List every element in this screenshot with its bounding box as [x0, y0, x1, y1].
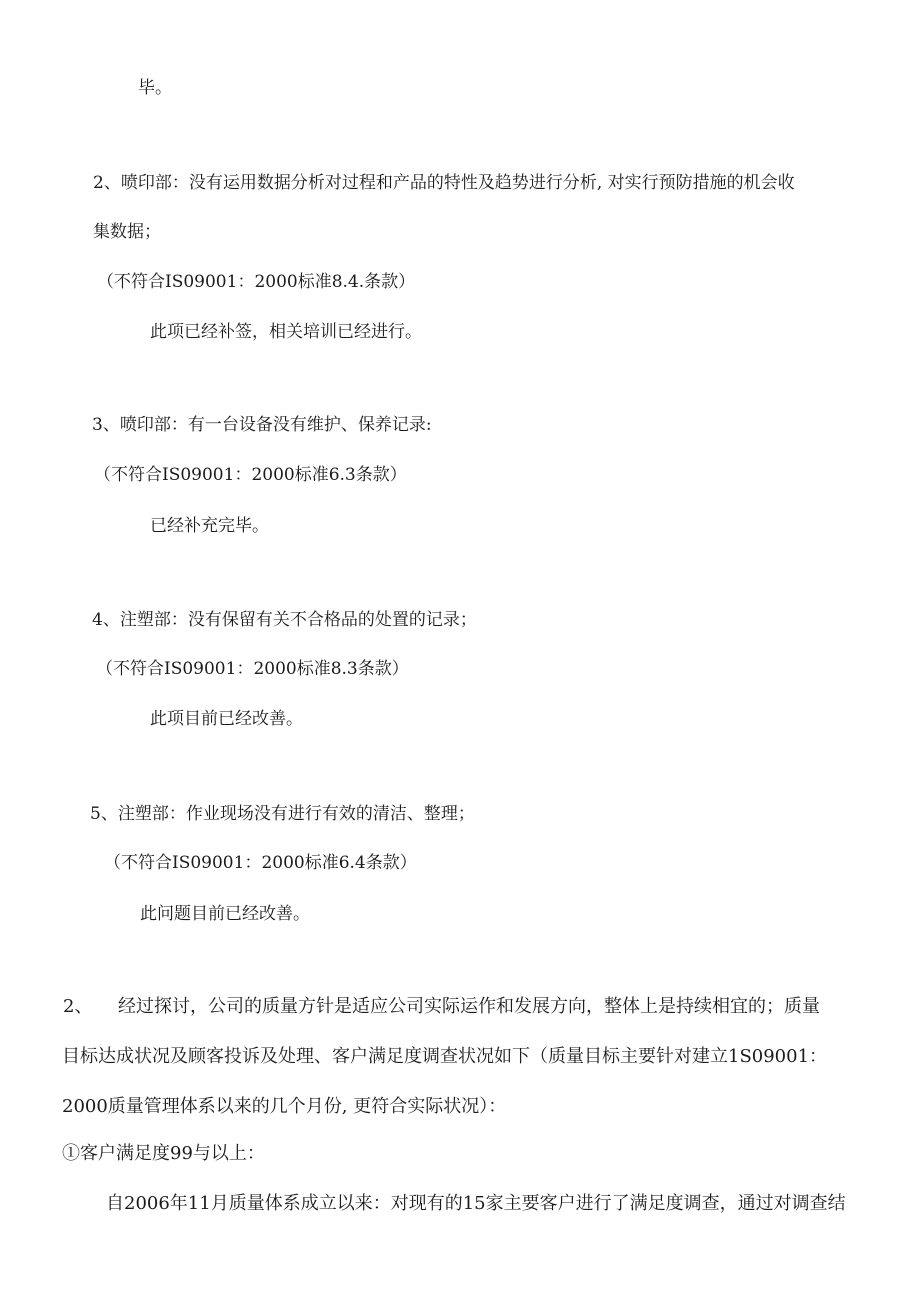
item-5-heading: 5、注塑部：作业现场没有进行有效的清洁、整理；: [90, 804, 475, 824]
section-2-line-2: 目标达成状况及顾客投诉及处理、客户满足度调查状况如下（质量目标主要针对建立1S09001：: [62, 1046, 828, 1067]
section-2-line-1: 经过探讨，公司的质量方针是适应公司实际运作和发展方向，整体上是持续相宜的；质量: [118, 996, 820, 1017]
item-2-clause: （不符合IS09001：2000标准8.4.条款）: [97, 272, 416, 292]
section-2-number: 2、: [63, 996, 93, 1017]
item-2-note: 此项已经补签，相关培训已经进行。: [150, 322, 422, 342]
section-2-line-3: 2000质量管理体系以来的几个月份, 更符合实际状况）：: [62, 1096, 507, 1117]
item-5-note: 此问题目前已经改善。: [140, 904, 310, 924]
section-2-paragraph: 自2006年11月质量体系成立以来：对现有的15家主要客户进行了满足度调查，通过对调查结: [106, 1193, 846, 1214]
item-5-clause: （不符合IS09001：2000标准6.4条款）: [104, 853, 417, 873]
item-3-heading: 3、喷印部：有一台设备没有维护、保养记录:: [92, 415, 432, 435]
continuation-text: 毕。: [138, 78, 172, 98]
item-4-note: 此项目前已经改善。: [150, 709, 303, 729]
section-2-item-1: ①客户满足度99与以上：: [62, 1143, 265, 1164]
item-2-continuation: 集数据；: [93, 222, 161, 242]
item-3-clause: （不符合IS09001：2000标准6.3条款）: [94, 465, 407, 485]
item-2-heading: 2、喷印部：没有运用数据分析对过程和产品的特性及趋势进行分析, 对实行预防措施的机会收: [93, 173, 795, 193]
item-4-heading: 4、注塑部：没有保留有关不合格品的处置的记录；: [92, 610, 477, 630]
item-4-clause: （不符合IS09001：2000标准8.3条款）: [96, 659, 409, 679]
item-3-note: 已经补充完毕。: [150, 516, 269, 536]
